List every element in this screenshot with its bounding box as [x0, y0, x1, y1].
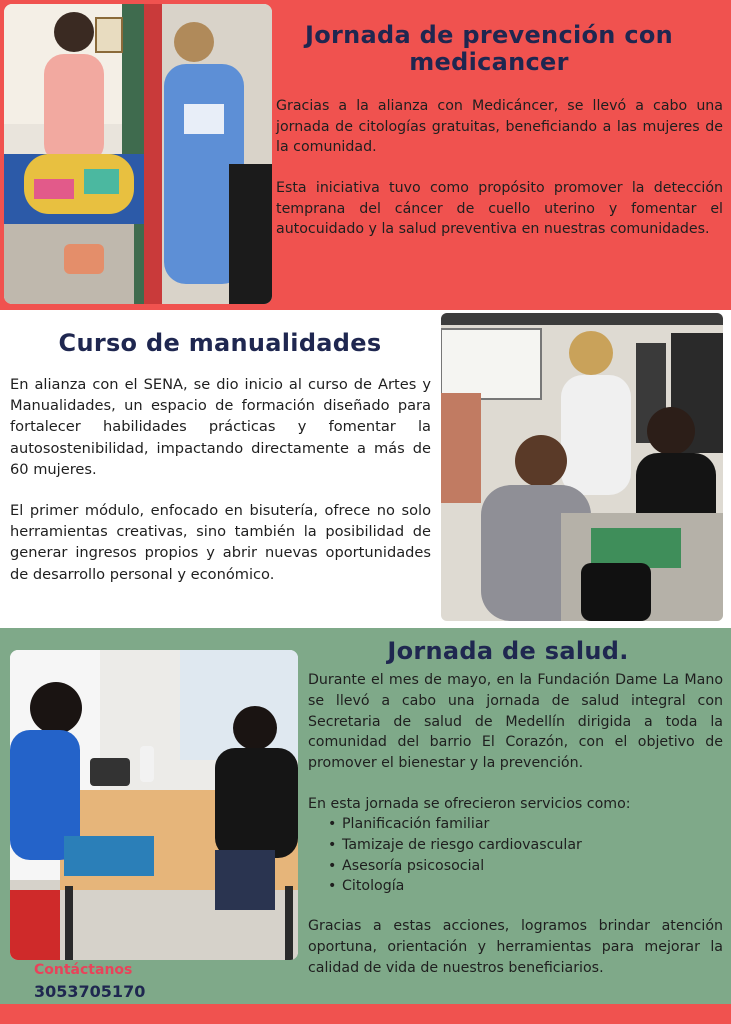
section-paragraph: El primer módulo, enfocado en bisutería, ofrece no solo herramientas creativas, sino también la posibilidad de generar ingresos propios y abrir nuevas oportunidades de desarrollo personal y económico.: [10, 502, 431, 583]
contact-label: Contáctanos: [34, 962, 133, 978]
section-paragraph: Esta iniciativa tuvo como propósito promover la detección temprana del cáncer de cuello uterino y fomentar el autocuidado y la salud preventiva en nuestras comunidades.: [276, 180, 723, 237]
contact-phone[interactable]: 3053705170: [34, 982, 146, 1001]
section-paragraph: Gracias a la alianza con Medicáncer, se llevó a cabo una jornada de citologías gratuitas, beneficiando a las mujeres de la comunidad.: [276, 98, 723, 155]
section-paragraph: Gracias a estas acciones, logramos brindar atención oportuna, orientación y herramientas para mejorar la calidad de vida de nuestros beneficiarios.: [308, 918, 723, 976]
section-paragraph: En alianza con el SENA, se dio inicio al curso de Artes y Manualidades, un espacio de formación diseñado para fortalecer habilidades prácticas y fomentar la autosostenibilidad, impactando directamente a más de 60 mujeres.: [10, 376, 431, 478]
services-list: [326, 814, 726, 897]
photo-medical-consultation: [4, 4, 272, 304]
section-crafts-course: [0, 310, 731, 628]
services-intro: En esta jornada se ofrecieron servicios como:: [308, 796, 631, 812]
section-title: Curso de manualidades: [58, 329, 382, 357]
section-health-day: [0, 628, 731, 1004]
list-item: • Planificación familiar: [326, 814, 726, 835]
section-prevention: [0, 0, 731, 310]
photo-crafts-class: [441, 313, 723, 621]
list-item: • Tamizaje de riesgo cardiovascular: [326, 835, 726, 856]
section-title: Jornada de salud.: [387, 637, 629, 665]
section-title: Jornada de prevención con medicancer: [304, 21, 674, 76]
section-paragraph: Durante el mes de mayo, en la Fundación Dame La Mano se llevó a cabo una jornada de salud integral con Secretaria de salud de Medellín dirigida a toda la comunidad del barrio El Corazón, con el objetivo de promover el bienestar y la prevención.: [308, 672, 723, 772]
list-item: • Asesoría psicosocial: [326, 856, 726, 877]
photo-health-consultation: [10, 650, 298, 960]
footer-bar: [0, 1004, 731, 1024]
list-item: • Citología: [326, 876, 726, 897]
